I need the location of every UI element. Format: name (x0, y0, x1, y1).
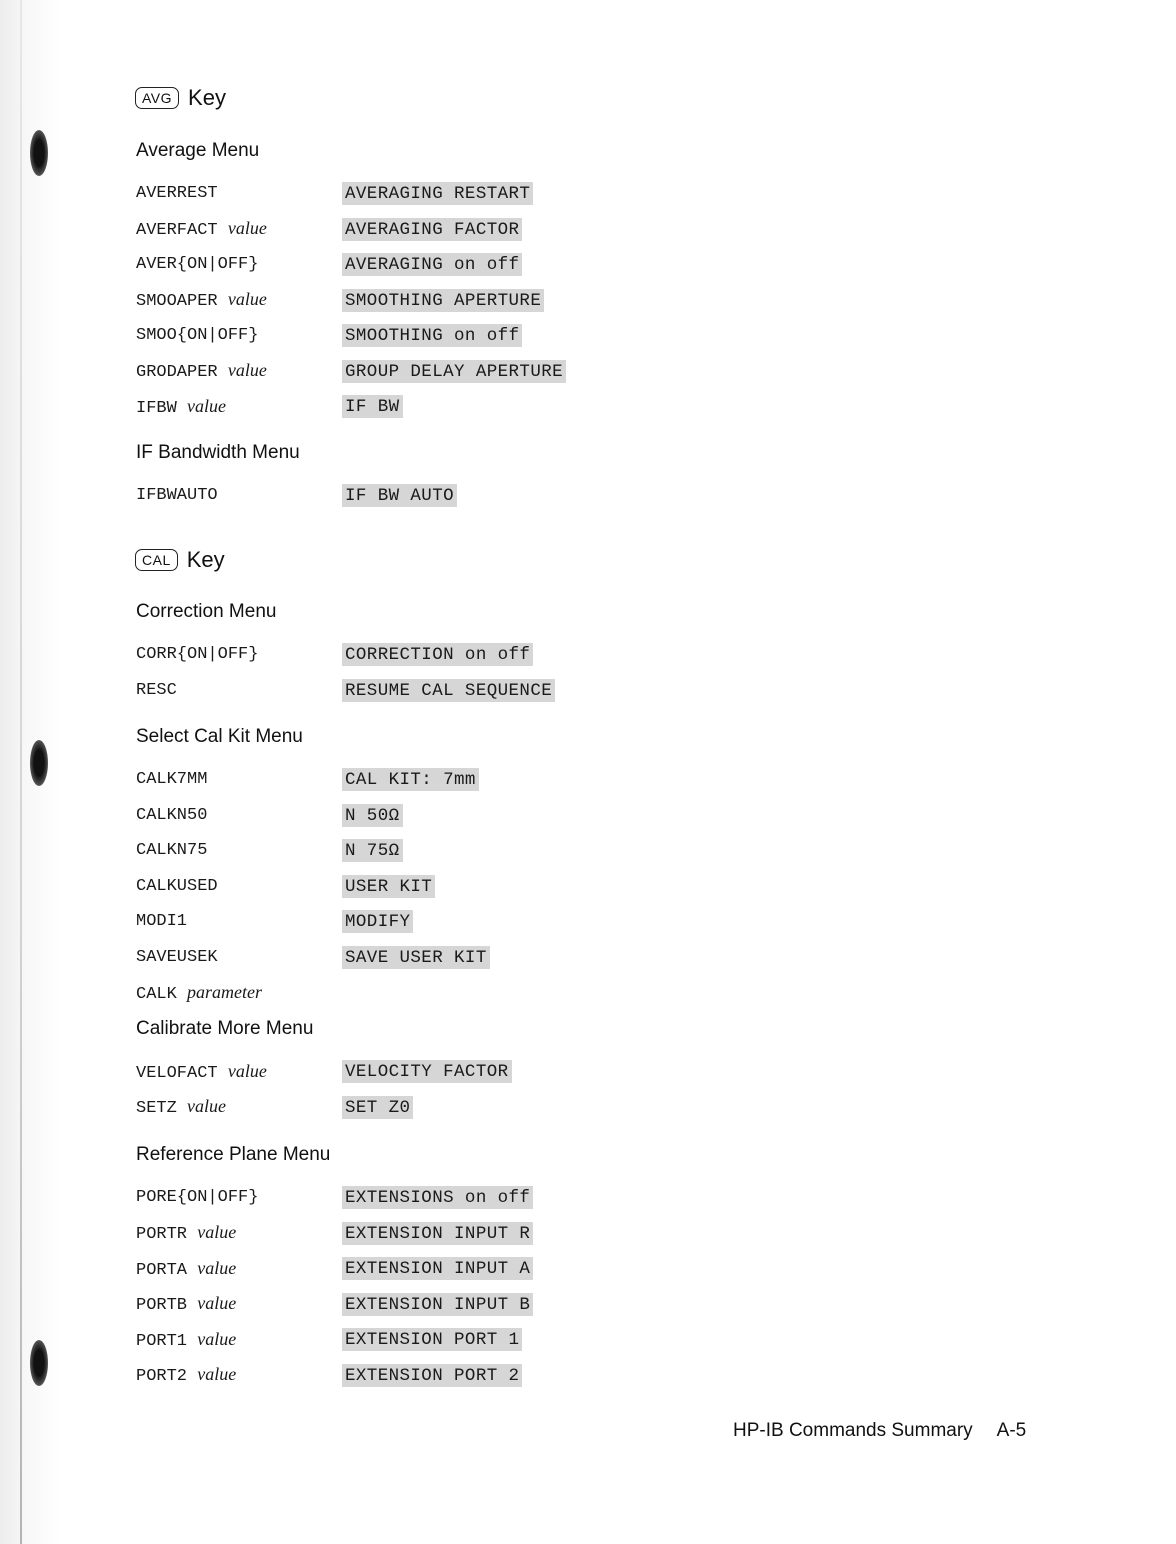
cal-keycap: CAL (135, 549, 178, 571)
menu-title: Average Menu (136, 140, 260, 161)
command-row (136, 1322, 656, 1358)
softkey-label: SET Z0 (342, 1096, 413, 1119)
command-mnemonic: PORTR (136, 1225, 188, 1245)
command-row (136, 1090, 656, 1126)
punch-hole-middle (30, 740, 48, 786)
command-argument: value (197, 1364, 237, 1385)
hpib-command (136, 1222, 342, 1244)
hpib-command (136, 645, 342, 664)
command-row (136, 247, 656, 283)
hpib-command (136, 1096, 342, 1118)
hpib-command (136, 218, 342, 240)
command-mnemonic: PORT2 (136, 1367, 188, 1387)
softkey-label: SMOOTHING APERTURE (342, 289, 544, 312)
command-mnemonic: PORE{ON|OFF} (136, 1188, 259, 1208)
menu-title: IF Bandwidth Menu (136, 442, 300, 463)
command-mnemonic: AVER{ON|OFF} (136, 255, 259, 275)
command-argument: value (187, 1096, 226, 1117)
command-row (136, 637, 656, 673)
command-row (136, 673, 656, 709)
command-list (136, 1180, 656, 1393)
hpib-command (136, 770, 342, 789)
command-list (136, 478, 656, 514)
command-argument: value (197, 1328, 237, 1349)
command-mnemonic: CALKN50 (136, 805, 208, 825)
softkey-label: AVERAGING on off (342, 253, 522, 276)
punch-hole-top (30, 130, 48, 176)
page-number: A-5 (996, 1420, 1027, 1441)
command-row (136, 1358, 656, 1394)
hpib-command (136, 1188, 342, 1207)
hpib-command (136, 1258, 342, 1280)
command-row (136, 354, 656, 390)
avg-keycap: AVG (135, 87, 179, 109)
command-mnemonic: GRODAPER (136, 363, 218, 383)
command-row (136, 762, 656, 798)
softkey-label: SAVE USER KIT (342, 946, 490, 969)
hpib-command (136, 1061, 342, 1083)
hpib-command (136, 486, 342, 505)
command-row (136, 1287, 656, 1323)
command-mnemonic: CALK7MM (136, 770, 208, 790)
softkey-label: EXTENSION INPUT B (342, 1293, 533, 1316)
hpib-command (136, 1293, 342, 1315)
softkey-label: EXTENSIONS on off (342, 1186, 533, 1209)
menu-title: Reference Plane Menu (136, 1144, 331, 1165)
command-row (136, 478, 656, 514)
command-mnemonic: SAVEUSEK (136, 947, 218, 967)
footer-title: HP-IB Commands Summary (733, 1420, 973, 1441)
command-row (136, 940, 656, 976)
hpib-command (136, 877, 342, 896)
softkey-label: AVERAGING FACTOR (342, 218, 522, 241)
command-row (136, 176, 656, 212)
hpib-command (136, 255, 342, 274)
if-bandwidth-menu-section (136, 442, 656, 514)
command-mnemonic: AVERFACT (136, 221, 218, 241)
calibrate-more-menu-section (136, 1018, 656, 1125)
command-list (136, 637, 656, 708)
softkey-label: EXTENSION INPUT R (342, 1222, 533, 1245)
command-mnemonic: CALK (136, 984, 177, 1004)
page-footer (733, 1420, 1026, 1442)
command-row (136, 1180, 656, 1216)
command-row (136, 1054, 656, 1090)
softkey-label: USER KIT (342, 875, 435, 898)
hpib-command (136, 396, 342, 418)
menu-title: Calibrate More Menu (136, 1018, 314, 1039)
command-mnemonic: SMOO{ON|OFF} (136, 326, 259, 346)
command-row (136, 389, 656, 425)
command-mnemonic: SETZ (136, 1099, 177, 1119)
command-list (136, 176, 656, 425)
command-row (136, 283, 656, 319)
command-argument: value (227, 289, 267, 310)
hpib-command (136, 289, 342, 311)
command-mnemonic: PORTA (136, 1260, 188, 1280)
softkey-label: N 50Ω (342, 804, 403, 827)
command-row (136, 833, 656, 869)
hpib-command (136, 184, 342, 203)
softkey-label: N 75Ω (342, 839, 403, 862)
page-binding-edge (0, 0, 60, 1544)
command-mnemonic: PORT1 (136, 1331, 188, 1351)
command-mnemonic: MODI1 (136, 912, 188, 932)
command-mnemonic: AVERREST (136, 184, 218, 204)
select-cal-kit-menu-section (136, 726, 656, 1011)
command-row (136, 212, 656, 248)
hpib-command (136, 912, 342, 931)
command-row (136, 975, 656, 1011)
command-mnemonic: CALKN75 (136, 841, 208, 861)
command-mnemonic: RESC (136, 680, 177, 700)
command-list (136, 1054, 656, 1125)
average-menu-section (136, 140, 656, 425)
command-mnemonic: PORTB (136, 1296, 188, 1316)
command-mnemonic: VELOFACT (136, 1063, 218, 1083)
hpib-command (136, 360, 342, 382)
command-argument: value (227, 1060, 267, 1081)
softkey-label: EXTENSION PORT 2 (342, 1364, 522, 1387)
reference-plane-menu-section (136, 1144, 656, 1393)
softkey-label: RESUME CAL SEQUENCE (342, 679, 555, 702)
softkey-label: EXTENSION INPUT A (342, 1257, 533, 1280)
command-row (136, 318, 656, 354)
command-row (136, 798, 656, 834)
command-argument: value (197, 1293, 237, 1314)
cal-key-heading (135, 547, 225, 573)
command-argument: value (227, 360, 267, 381)
softkey-label: IF BW AUTO (342, 484, 457, 507)
command-mnemonic: SMOOAPER (136, 292, 218, 312)
softkey-label: EXTENSION PORT 1 (342, 1328, 522, 1351)
hpib-command (136, 1364, 342, 1386)
command-argument: value (187, 395, 226, 416)
punch-hole-bottom (30, 1340, 48, 1386)
command-row (136, 1251, 656, 1287)
key-label: Key (186, 547, 225, 572)
softkey-label: CORRECTION on off (342, 643, 533, 666)
hpib-command (136, 841, 342, 860)
softkey-label: MODIFY (342, 910, 413, 933)
softkey-label: GROUP DELAY APERTURE (342, 360, 566, 383)
command-argument: parameter (187, 981, 263, 1002)
command-argument: value (197, 1222, 237, 1243)
command-argument: value (197, 1257, 237, 1278)
softkey-label: AVERAGING RESTART (342, 182, 533, 205)
hpib-command (136, 948, 342, 967)
hpib-command (136, 806, 342, 825)
binding-shadow-line (20, 0, 22, 1544)
command-row (136, 1216, 656, 1252)
command-list (136, 762, 656, 1011)
correction-menu-section (136, 601, 656, 708)
command-mnemonic: IFBWAUTO (136, 486, 218, 506)
hpib-command (136, 1329, 342, 1351)
command-argument: value (227, 218, 267, 239)
softkey-label: SMOOTHING on off (342, 324, 522, 347)
avg-key-heading (135, 85, 226, 111)
hpib-command (136, 982, 342, 1004)
command-mnemonic: IFBW (136, 398, 177, 418)
key-label: Key (188, 85, 226, 110)
hpib-command (136, 326, 342, 345)
softkey-label: IF BW (342, 395, 403, 418)
menu-title: Correction Menu (136, 601, 277, 622)
hpib-command (136, 681, 342, 700)
softkey-label: VELOCITY FACTOR (342, 1060, 512, 1083)
menu-title: Select Cal Kit Menu (136, 726, 303, 747)
command-row (136, 869, 656, 905)
command-mnemonic: CORR{ON|OFF} (136, 645, 259, 665)
command-row (136, 904, 656, 940)
command-mnemonic: CALKUSED (136, 876, 218, 896)
softkey-label: CAL KIT: 7mm (342, 768, 479, 791)
